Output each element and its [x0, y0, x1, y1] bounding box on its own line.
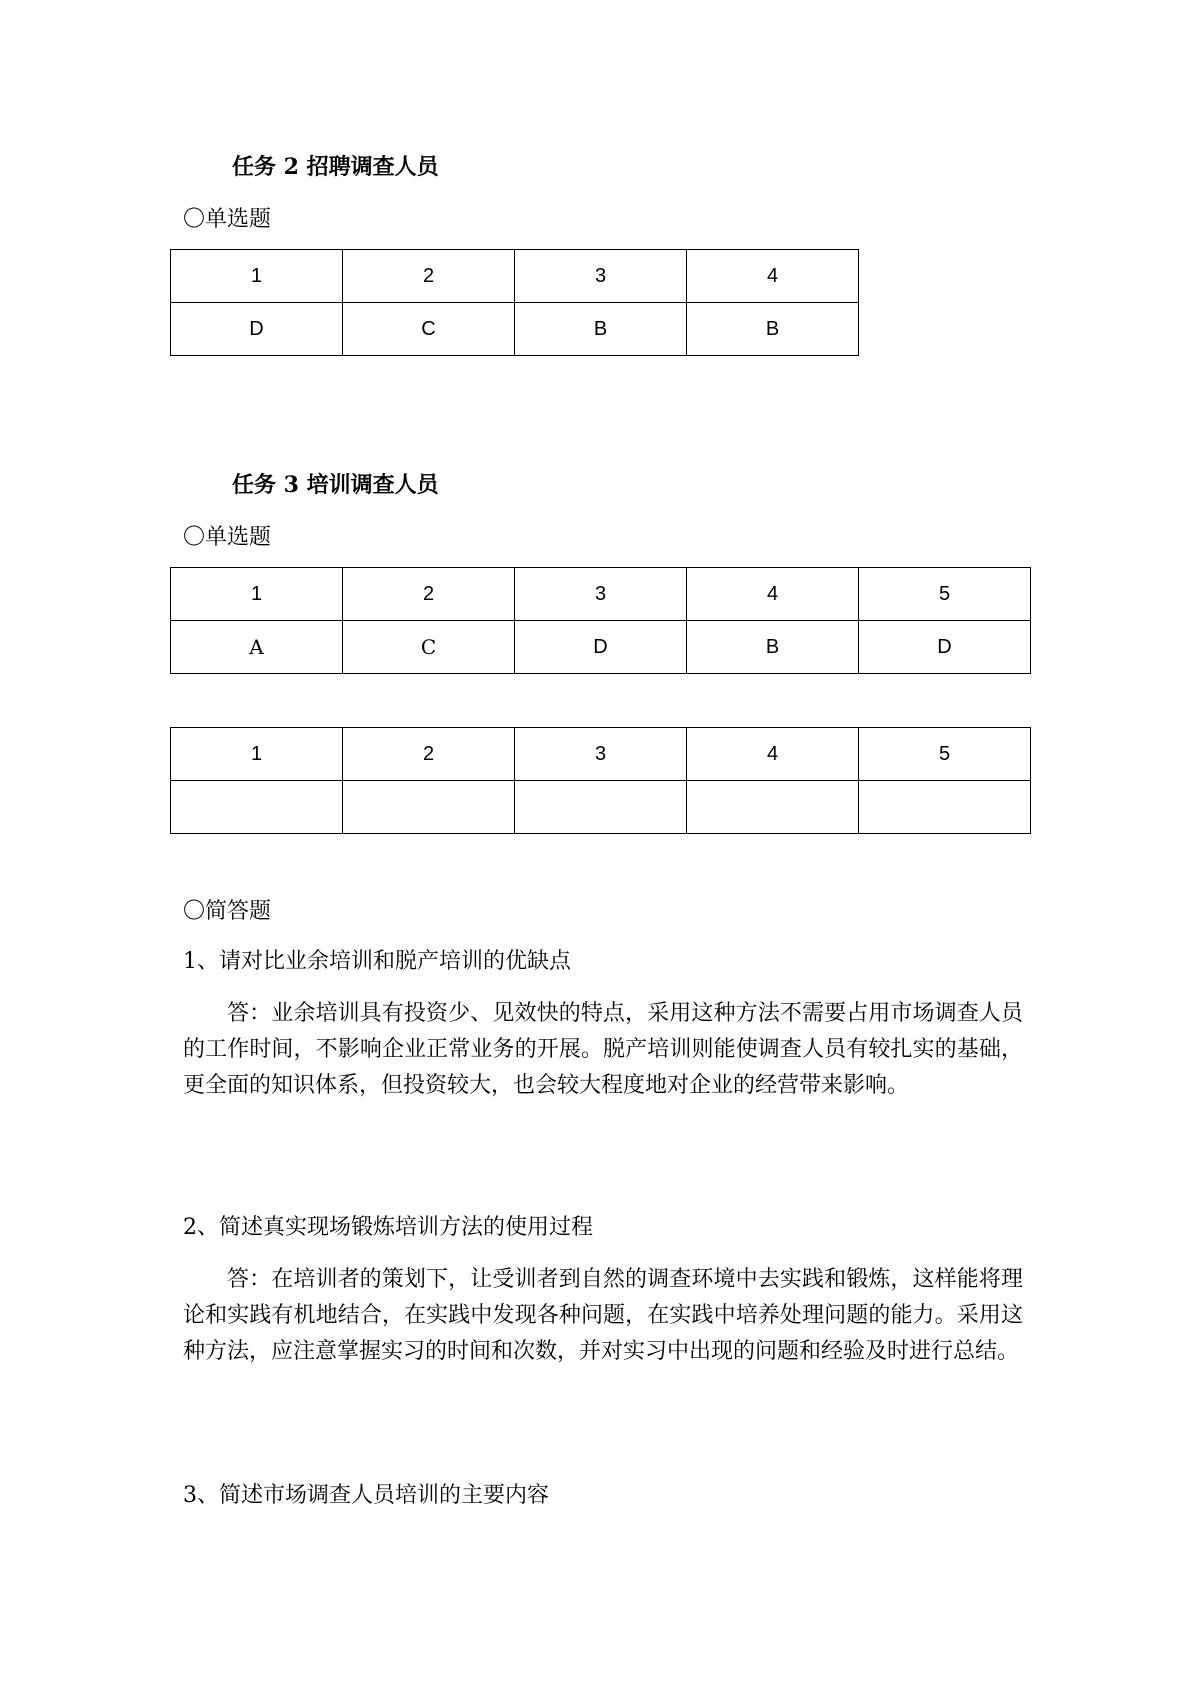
table-cell: 5: [859, 728, 1031, 781]
table-cell: 4: [687, 250, 859, 303]
table-cell: D: [171, 303, 343, 356]
table-cell: B: [515, 303, 687, 356]
table-answer-row: [171, 621, 1031, 674]
question-1: 1、请对比业余培训和脱产培训的优缺点: [183, 949, 571, 974]
table-header-row: [171, 728, 1031, 781]
task3-answer-table: [170, 567, 1031, 674]
table-header-row: [171, 250, 859, 303]
table-cell: 2: [343, 728, 515, 781]
table-cell: B: [687, 303, 859, 356]
table-cell: D: [515, 621, 687, 674]
table-cell: C: [343, 303, 515, 356]
table-cell: 2: [343, 568, 515, 621]
task3-single-choice-label: 〇单选题: [183, 525, 272, 550]
answer-2: 答：在培训者的策划下，让受训者到自然的调查环境中去实践和锻炼，这样能将理论和实践有机地结合，在实践中发现各种问题，在实践中培养处理问题的能力。采用这种方法，应注意掌握实习的时间和次数，并对实习中出现的问题和经验及时进行总结。: [183, 1267, 1023, 1364]
answer-1: 答：业余培训具有投资少、见效快的特点，采用这种方法不需要占用市场调查人员的工作时间，不影响企业正常业务的开展。脱产培训则能使调查人员有较扎实的基础，更全面的知识体系，但投资较大，也会较大程度地对企业的经营带来影响。: [183, 1001, 1023, 1098]
table-cell: A: [171, 621, 343, 674]
task2-answer-table: [170, 249, 859, 356]
task2-single-choice-label: 〇单选题: [183, 207, 272, 232]
table-answer-row: [171, 303, 859, 356]
task3-blank-answer-table: [170, 727, 1031, 834]
table-cell: [859, 781, 1031, 834]
table-cell: 1: [171, 728, 343, 781]
table-cell: C: [343, 621, 515, 674]
table-cell: [343, 781, 515, 834]
table-cell: 1: [171, 250, 343, 303]
table-cell: 3: [515, 568, 687, 621]
table-cell: 4: [687, 568, 859, 621]
table-cell: 3: [515, 250, 687, 303]
table-cell: 1: [171, 568, 343, 621]
short-answer-label: 〇简答题: [183, 899, 272, 924]
question-2: 2、简述真实现场锻炼培训方法的使用过程: [183, 1215, 593, 1240]
table-cell: 3: [515, 728, 687, 781]
question-3: 3、简述市场调查人员培训的主要内容: [183, 1483, 549, 1508]
task2-heading: 任务 2 招聘调查人员: [232, 154, 439, 180]
table-cell: [171, 781, 343, 834]
table-header-row: [171, 568, 1031, 621]
table-cell: 5: [859, 568, 1031, 621]
task3-heading: 任务 3 培训调查人员: [232, 472, 439, 498]
table-cell: B: [687, 621, 859, 674]
table-answer-row: [171, 781, 1031, 834]
table-cell: 2: [343, 250, 515, 303]
table-cell: D: [859, 621, 1031, 674]
table-cell: [515, 781, 687, 834]
table-cell: [687, 781, 859, 834]
table-cell: 4: [687, 728, 859, 781]
